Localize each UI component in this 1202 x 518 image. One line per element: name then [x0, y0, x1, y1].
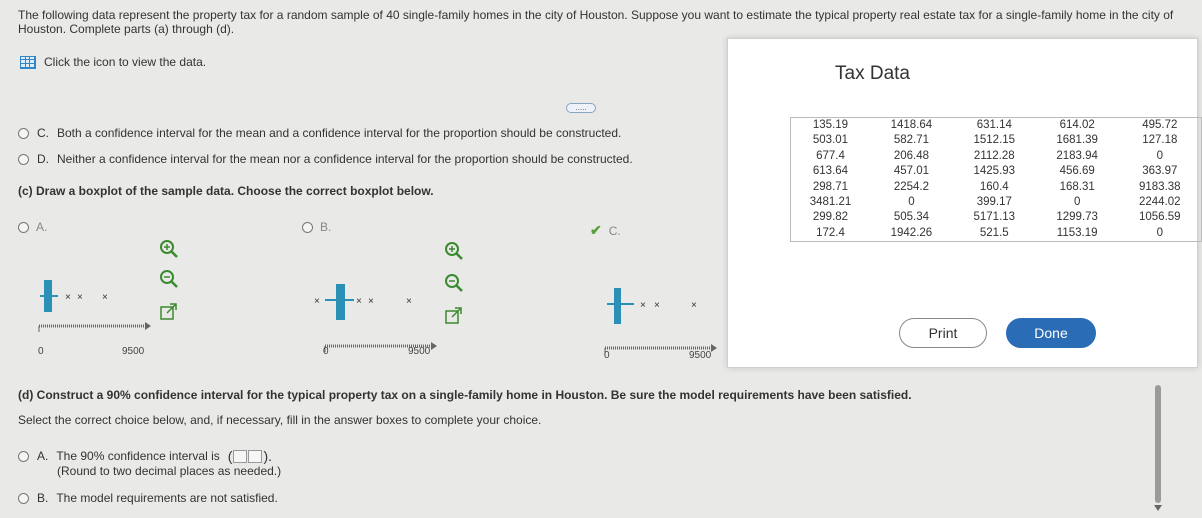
dialog-title: Tax Data	[835, 63, 910, 84]
table-cell: 1418.64	[890, 119, 933, 131]
part-d-prompt: (d) Construct a 90% confidence interval for the typical property tax on a single-family home in Houston. Be sure the model requirements have been satisfied.	[18, 388, 912, 402]
boxplot-a-axis-max: 9500	[122, 346, 145, 357]
zoom-out-icon[interactable]	[158, 268, 180, 290]
boxplot-option-c[interactable]: ✔ C.	[590, 222, 621, 238]
boxplot-b-axis-min: 0	[323, 346, 329, 357]
table-cell: 505.34	[893, 211, 929, 224]
part-d-instruction: Select the correct choice below, and, if necessary, fill in the answer boxes to complete your choice.	[18, 413, 542, 427]
radio-boxplot-a[interactable]	[18, 222, 29, 233]
ci-upper-input[interactable]	[248, 450, 262, 463]
svg-text:×: ×	[77, 292, 83, 303]
svg-text:×: ×	[691, 300, 697, 311]
table-cell: 0	[1073, 196, 1081, 209]
table-row	[791, 133, 1202, 148]
table-cell: 503.01	[812, 134, 849, 147]
boxplot-b-axis-max: 9500	[408, 346, 431, 357]
table-cell: 135.19	[812, 119, 849, 131]
boxplot-option-b[interactable]: B.	[302, 220, 331, 234]
table-cell: 399.17	[976, 196, 1012, 209]
table-cell: 614.02	[1059, 119, 1095, 131]
part-d-option-b[interactable]: B. The model requirements are not satisfied.	[18, 491, 278, 505]
svg-text:×: ×	[314, 296, 320, 307]
table-cell: 2244.02	[1139, 196, 1181, 209]
print-button[interactable]: Print	[899, 318, 987, 348]
tax-data-table	[790, 117, 1202, 242]
table-cell: 298.71	[812, 180, 849, 193]
svg-text:×: ×	[65, 292, 71, 303]
table-cell: 0	[1156, 226, 1163, 239]
table-cell: 9183.38	[1139, 180, 1181, 193]
table-row	[791, 180, 1202, 195]
svg-text:×: ×	[356, 296, 362, 307]
table-cell: 1942.26	[890, 226, 933, 239]
option-c-letter: C.	[37, 126, 49, 140]
boxplot-a-axis-min: 0	[38, 346, 44, 357]
ci-answer-boxes: ( ).	[227, 448, 273, 464]
table-cell: 160.4	[979, 180, 1009, 193]
view-data-link[interactable]	[20, 55, 206, 69]
table-cell: 677.4	[816, 149, 845, 162]
table-cell: 1512.15	[973, 134, 1016, 147]
done-button[interactable]: Done	[1006, 318, 1096, 348]
table-cell: 631.14	[976, 119, 1012, 131]
radio-c[interactable]	[18, 128, 29, 139]
option-d-row[interactable]	[18, 152, 633, 166]
option-c-row[interactable]	[18, 126, 621, 140]
table-cell: 457.01	[893, 165, 929, 178]
table-cell: 495.72	[1142, 119, 1178, 131]
radio-d-option-b[interactable]	[18, 493, 29, 504]
question-prompt: The following data represent the property tax for a random sample of 40 single-family homes in the city of Houston. Suppose you want to estimate the typical property real estate tax for a single-family home in the city of Houston. Complete parts (a) through (d).	[18, 8, 1174, 36]
tax-data-dialog	[727, 38, 1198, 368]
table-row	[791, 149, 1202, 164]
svg-text:×: ×	[640, 300, 646, 311]
table-cell: 172.4	[816, 226, 845, 239]
boxplot-c-axis-min: 0	[604, 350, 610, 361]
table-cell: 521.5	[979, 226, 1009, 239]
boxplot-c-axis-max: 9500	[689, 350, 712, 361]
boxplot-option-a[interactable]: A.	[18, 220, 47, 234]
table-row	[791, 226, 1202, 242]
scrollbar[interactable]	[1151, 385, 1165, 515]
zoom-in-icon[interactable]	[158, 238, 180, 260]
table-cell: 1153.19	[1056, 226, 1098, 239]
option-d-text: Neither a confidence interval for the mean nor a confidence interval for the proportion should be constructed.	[57, 152, 633, 166]
part-c-prompt: (c) Draw a boxplot of the sample data. Choose the correct boxplot below.	[18, 184, 434, 198]
radio-d[interactable]	[18, 154, 29, 165]
table-cell: 127.18	[1142, 134, 1178, 147]
view-data-label[interactable]: Click the icon to view the data.	[44, 55, 207, 69]
radio-d-option-a[interactable]	[18, 451, 29, 462]
table-cell: 5171.13	[973, 211, 1016, 224]
table-cell: 363.97	[1142, 165, 1178, 178]
table-cell: 1056.59	[1139, 211, 1181, 224]
svg-text:×: ×	[406, 296, 412, 307]
option-d-letter: D.	[37, 152, 49, 166]
table-cell: 456.69	[1059, 165, 1095, 178]
table-row	[791, 164, 1202, 179]
ci-lower-input[interactable]	[233, 450, 247, 463]
table-cell: 2183.94	[1056, 149, 1098, 162]
table-row	[791, 118, 1202, 134]
expand-icon[interactable]	[158, 302, 180, 324]
zoom-out-icon[interactable]	[443, 272, 465, 294]
radio-boxplot-b[interactable]	[302, 222, 313, 233]
part-d-option-a[interactable]: A. The 90% confidence interval is ( ).	[18, 448, 272, 464]
table-cell: 2112.28	[973, 149, 1015, 162]
table-cell: 206.48	[893, 149, 929, 162]
table-cell: 1425.93	[973, 165, 1016, 178]
table-cell: 613.64	[812, 165, 849, 178]
part-d-round-note: (Round to two decimal places as needed.)	[57, 464, 282, 478]
table-row	[791, 195, 1202, 210]
table-cell: 1681.39	[1056, 134, 1098, 147]
option-c-text: Both a confidence interval for the mean and a confidence interval for the proportion should be constructed.	[57, 126, 622, 140]
expand-more-button[interactable]: .....	[566, 103, 596, 113]
table-cell: 3481.21	[809, 196, 852, 209]
table-cell: 2254.2	[893, 180, 929, 193]
svg-text:×: ×	[654, 300, 660, 311]
check-icon: ✔	[590, 222, 602, 238]
table-cell: 299.82	[812, 211, 849, 224]
table-cell: 582.71	[893, 134, 929, 147]
table-row	[791, 210, 1202, 225]
table-icon[interactable]	[20, 56, 36, 69]
svg-text:×: ×	[368, 296, 374, 307]
table-cell: 168.31	[1059, 180, 1095, 193]
zoom-in-icon[interactable]	[443, 240, 465, 262]
table-cell: 0	[1156, 149, 1163, 162]
table-cell: 1299.73	[1056, 211, 1098, 224]
table-cell: 0	[908, 196, 915, 209]
svg-text:×: ×	[102, 292, 108, 303]
expand-icon[interactable]	[443, 306, 465, 328]
